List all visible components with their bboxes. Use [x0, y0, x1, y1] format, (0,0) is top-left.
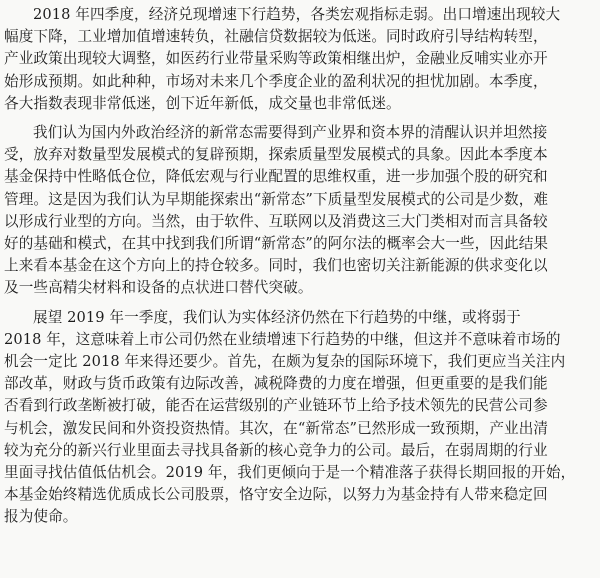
- text-line: 以形成行业型的方向。当然，由于软件、互联网以及消费这三大门类相对而言具备较: [4, 212, 548, 230]
- paragraph-q4-review: [4, 4, 596, 115]
- paragraph-outlook: [4, 307, 596, 529]
- text-line: 展望 2019 年一季度，我们认为实体经济仍然在下行趋势的中继，或将弱于: [33, 308, 521, 326]
- text-line: 受，放弃对数量型发展模式的复辟预期，探索质量型发展模式的具象。因此本季度本: [4, 146, 548, 164]
- text-line: 较为充分的新兴行业里面去寻找具备新的核心竞争力的公司。最后，在弱周期的行业: [4, 441, 548, 459]
- text-line: 2018 年四季度，经济兑现增速下行趋势，各类宏观指标走弱。出口增速出现较大: [33, 6, 561, 23]
- text-line: 各大指数表现非常低迷，创下近年新低，成交量也非常低迷。: [4, 94, 401, 112]
- text-line: 好的基础和模式，在其中找到我们所谓“新常态”的阿尔法的概率会大一些，因此结果: [4, 235, 549, 253]
- text-line: 及一些高精尖材料和设备的点状进口替代突破。: [4, 279, 313, 297]
- text-line: 管理。这是因为我们认为早期能探索出“新常态”下质量型发展模式的公司是少数，难: [4, 190, 549, 208]
- text-line: 我们认为国内外政治经济的新常态需要得到产业界和资本界的清醒认识并坦然接: [33, 124, 548, 142]
- text-line: 否看到行政垄断被打破，能否在运营级别的产业链环节上给予技术领先的民营公司参: [4, 397, 548, 415]
- text-line: 报为使命。: [4, 508, 78, 526]
- text-line: 与机会，激发民间和外资投资热情。其次，在“新常态”已然形成一致预期，产业出清: [4, 419, 549, 437]
- text-line: 2018 年，这意味着上市公司仍然在业绩增速下行趋势的中继，但这并不意味着市场的: [4, 330, 561, 348]
- text-line: 幅度下降，工业增加值增速转负，社融信贷数据较为低迷。同时政府引导结构转型，: [4, 28, 548, 46]
- text-line: 部改革，财政与货币政策有边际改善，减税降费的力度在增强，但更重要的是我们能: [4, 375, 548, 393]
- text-line: 机会一定比 2018 年来得还要少。首先，在颇为复杂的国际环境下，我们更应当关注内: [4, 353, 566, 371]
- text-line: 始形成预期。如此种种，市场对未来几个季度企业的盈利状况的担忧加剧。本季度，: [4, 72, 548, 90]
- text-line: 产业政策出现较大调整，如医药行业带量采购等政策相继出炉，金融业反哺实业亦开: [4, 50, 548, 68]
- text-line: 里面寻找估值低估机会。2019 年，我们更倾向于是一个精准落子获得长期回报的开始，: [4, 464, 576, 482]
- text-line: 上来看本基金在这个方向上的持仓较多。同时，我们也密切关注新能源的供求变化以: [4, 257, 548, 275]
- text-line: 本基金始终精选优质成长公司股票，恪守安全边际，以努力为基金持有人带来稳定回: [4, 486, 548, 504]
- paragraph-strategy: [4, 122, 596, 300]
- text-line: 基金保持中性略低仓位，降低宏观与行业配置的思维权重，进一步加强个股的研究和: [4, 168, 548, 186]
